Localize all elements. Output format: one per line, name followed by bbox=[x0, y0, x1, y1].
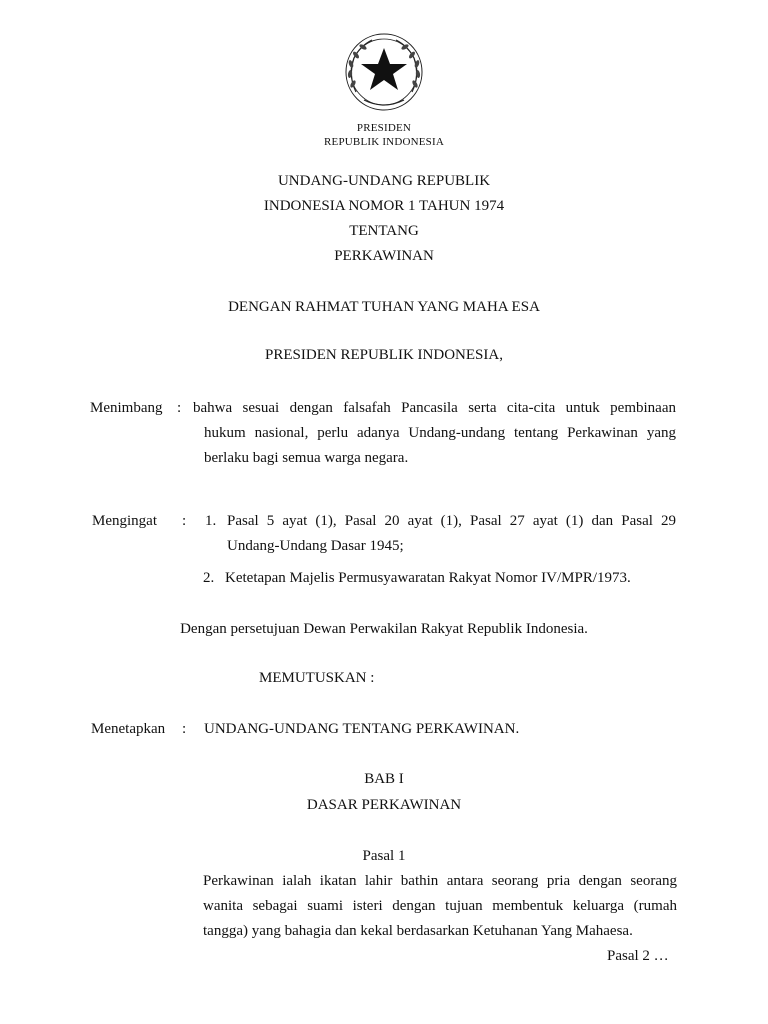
continuation-marker: Pasal 2 … bbox=[607, 948, 669, 964]
emblem-svg bbox=[334, 30, 434, 114]
pasal-1-line-3: tangga) yang bahagia dan kekal berdasarkan Ketuhanan Yang Mahaesa. bbox=[203, 923, 633, 939]
memutuskan-heading: MEMUTUSKAN : bbox=[259, 670, 375, 686]
mengingat-item1-line-2: Undang-Undang Dasar 1945; bbox=[227, 538, 404, 554]
bab-number: BAB I bbox=[364, 771, 404, 787]
menetapkan-colon: : bbox=[182, 721, 187, 737]
mengingat-item2-number: 2. bbox=[203, 570, 215, 586]
mengingat-item1-line-1: Pasal 5 ayat (1), Pasal 20 ayat (1), Pasal 27 ayat (1) dan Pasal 29 bbox=[227, 513, 676, 529]
mengingat-colon: : bbox=[182, 513, 187, 529]
invocation: DENGAN RAHMAT TUHAN YANG MAHA ESA bbox=[228, 299, 540, 315]
header-line-presiden: PRESIDEN bbox=[356, 122, 412, 134]
menimbang-line-1: bahwa sesuai dengan falsafah Pancasila serta cita-cita untuk pembinaan bbox=[193, 400, 676, 416]
mengingat-item2-line-1: Ketetapan Majelis Permusyawaratan Rakyat Nomor IV/MPR/1973. bbox=[225, 570, 631, 586]
menetapkan-value: UNDANG-UNDANG TENTANG PERKAWINAN. bbox=[204, 721, 520, 737]
president-heading: PRESIDEN REPUBLIK INDONESIA, bbox=[265, 347, 503, 363]
mengingat-item1-number: 1. bbox=[205, 513, 217, 529]
menimbang-label: Menimbang bbox=[90, 400, 163, 416]
title-line-2: INDONESIA NOMOR 1 TAHUN 1974 bbox=[263, 198, 505, 214]
persetujuan-statement: Dengan persetujuan Dewan Perwakilan Rakyat Republik Indonesia. bbox=[180, 621, 588, 637]
garuda-star-wreath-emblem bbox=[334, 30, 434, 114]
pasal-1-line-1: Perkawinan ialah ikatan lahir bathin antara seorang pria dengan seorang bbox=[203, 873, 677, 889]
title-line-3: TENTANG bbox=[349, 223, 419, 239]
menimbang-line-2: hukum nasional, perlu adanya Undang-undang tentang Perkawinan yang bbox=[204, 425, 676, 441]
title-line-4: PERKAWINAN bbox=[334, 248, 434, 264]
pasal-1-heading: Pasal 1 bbox=[362, 848, 406, 864]
pasal-1-line-2: wanita sebagai suami isteri dengan tujuan membentuk keluarga (rumah bbox=[203, 898, 677, 914]
menetapkan-label: Menetapkan bbox=[91, 721, 166, 737]
mengingat-label: Mengingat bbox=[92, 513, 157, 529]
menimbang-line-3: berlaku bagi semua warga negara. bbox=[204, 450, 409, 466]
header-line-republik: REPUBLIK INDONESIA bbox=[323, 136, 444, 148]
title-line-1: UNDANG-UNDANG REPUBLIK bbox=[277, 173, 491, 189]
menimbang-colon: : bbox=[177, 400, 182, 416]
bab-title: DASAR PERKAWINAN bbox=[306, 797, 462, 813]
